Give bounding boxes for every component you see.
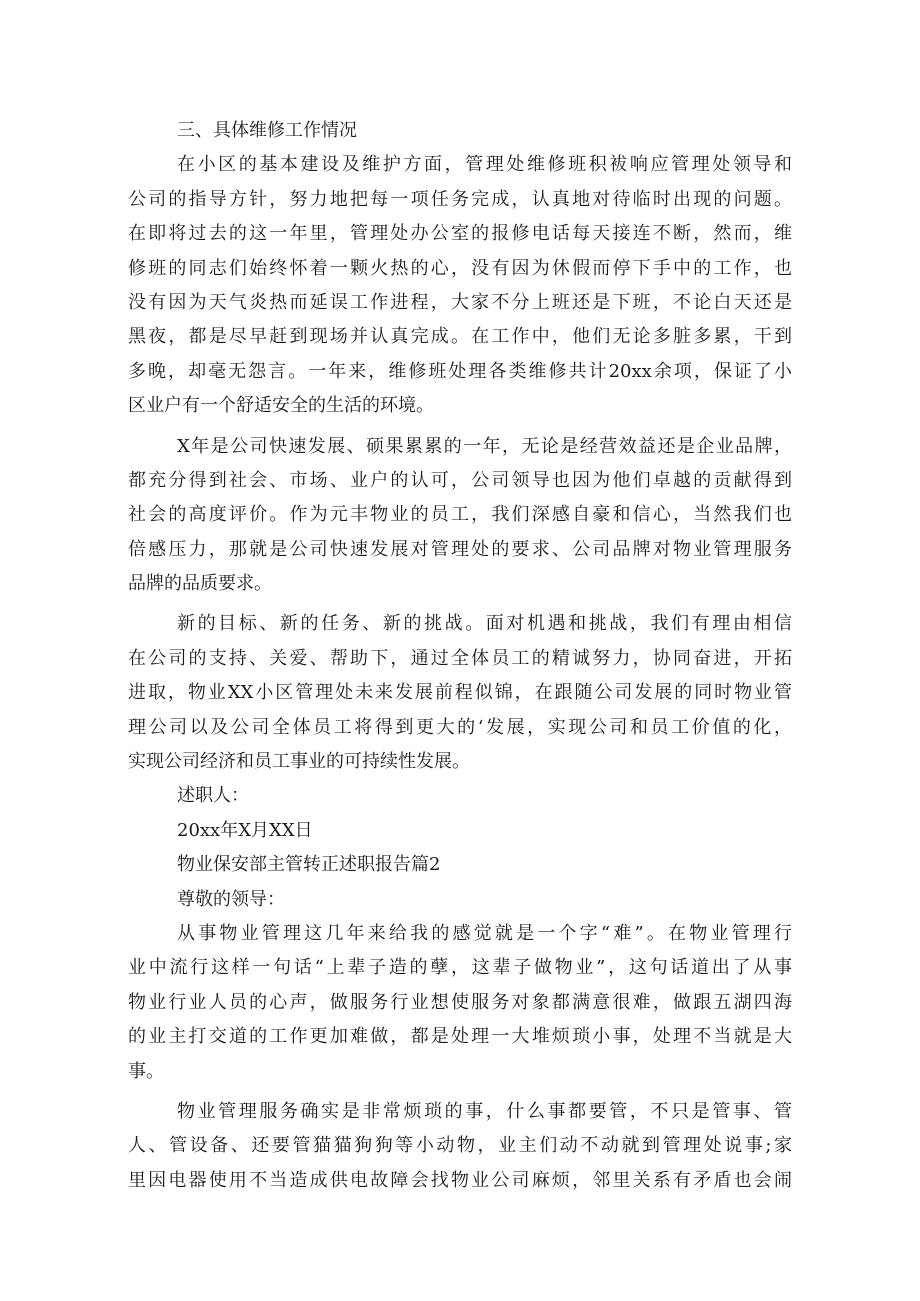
paragraph-line: 区业户有一个舒适安全的生活的环境。: [128, 395, 434, 417]
paragraph-line: 在小区的基本建设及维护方面，管理处维修班积袚响应管理处领导和: [177, 154, 792, 176]
paragraph-line: 多晚，却毫无怨言。一年来，维修班处理各类维修共计20xx余项，保证了小: [128, 360, 792, 382]
report-date: 20xx年X月XX日: [177, 819, 313, 841]
paragraph-line: 的业主打交道的工作更加难做，都是处理一大堆烦琐小事，处理不当就是大: [128, 1026, 792, 1048]
paragraph-line: 人、管设备、还要管猫猫狗狗等小动物，业主们动不动就到管理处说事;家: [128, 1135, 792, 1157]
paragraph-line: 修班的同志们始终怀着一颗火热的心，没有因为休假而停下手中的工作，也: [128, 257, 792, 279]
paragraph-line: 实现公司经济和员工事业的可持续性发展。: [128, 751, 470, 773]
paragraph-line: 物业行业人员的心声，做服务行业想使服务对象都满意很难，做跟五湖四海: [128, 991, 792, 1013]
paragraph-line: 品牌的品质要求。: [128, 573, 272, 595]
paragraph-line: 公司的指导方针，努力地把每一项任务完成，认真地对待临时出现的问题。: [128, 188, 792, 210]
signer-label: 述职人：: [177, 785, 249, 807]
section-heading: 三、具体维修工作情况: [177, 120, 357, 141]
salutation: 尊敬的领导：: [177, 888, 285, 910]
paragraph-company-growth: [128, 430, 792, 602]
paragraph-difficulty: [128, 917, 792, 1089]
document-body: [128, 114, 792, 1198]
paragraph-line: 从事物业管理这几年来给我的感觉就是一个字“难”。在物业管理行: [177, 922, 792, 944]
paragraph-line: X年是公司快速发展、硕果累累的一年，无论是经营效益还是企业品牌，: [177, 435, 792, 457]
paragraph-line: 事。: [128, 1060, 164, 1082]
paragraph-line: 倍感压力，那就是公司快速发展对管理处的要求、公司品牌对物业管理服务: [128, 538, 792, 560]
paragraph-trivial-matters: [128, 1095, 792, 1198]
paragraph-line: 没有因为天气炎热而延误工作进程，大家不分上班还是下班，不论白天还是: [128, 291, 792, 313]
paragraph-line: 黑夜，都是尽早赶到现场并认真完成。在工作中，他们无论多脏多累，干到: [128, 326, 792, 348]
paragraph-line: 新的目标、新的任务、新的挑战。面对机遇和挑战，我们有理由相信: [177, 613, 792, 635]
paragraph-line: 社会的高度评价。作为元丰物业的员工，我们深感自豪和信心，当然我们也: [128, 504, 792, 526]
paragraph-maintenance: [128, 148, 792, 423]
paragraph-line: 理公司以及公司全体员工将得到更大的‘发展，实现公司和员工价值的化，: [128, 716, 792, 738]
paragraph-line: 物业管理服务确实是非常烦琐的事，什么事都要管，不只是管事、管: [177, 1100, 792, 1122]
paragraph-new-goals: [128, 607, 792, 779]
paragraph-line: 业中流行这样一句话“上辈子造的孽，这辈子做物业”，这句话道出了从事: [128, 957, 792, 979]
paragraph-line: 都充分得到社会、市场、业户的认可，公司领导也因为他们卓越的贡献得到: [128, 469, 792, 491]
paragraph-line: 进取，物业XX小区管理处未来发展前程似锦，在跟随公司发展的同时物业管: [128, 682, 792, 704]
paragraph-line: 在即将过去的这一年里，管理处办公室的报修电话每天接连不断，然而，维: [128, 223, 792, 245]
paragraph-line: 里因电器使用不当造成供电故障会找物业公司麻烦，邻里关系有矛盾也会闹: [128, 1169, 792, 1191]
paragraph-line: 在公司的支持、关爱、帮助下，通过全体员工的精诚努力，协同奋进，开拓: [128, 647, 792, 669]
report-title: 物业保安部主管转正述职报告篇2: [177, 854, 441, 876]
